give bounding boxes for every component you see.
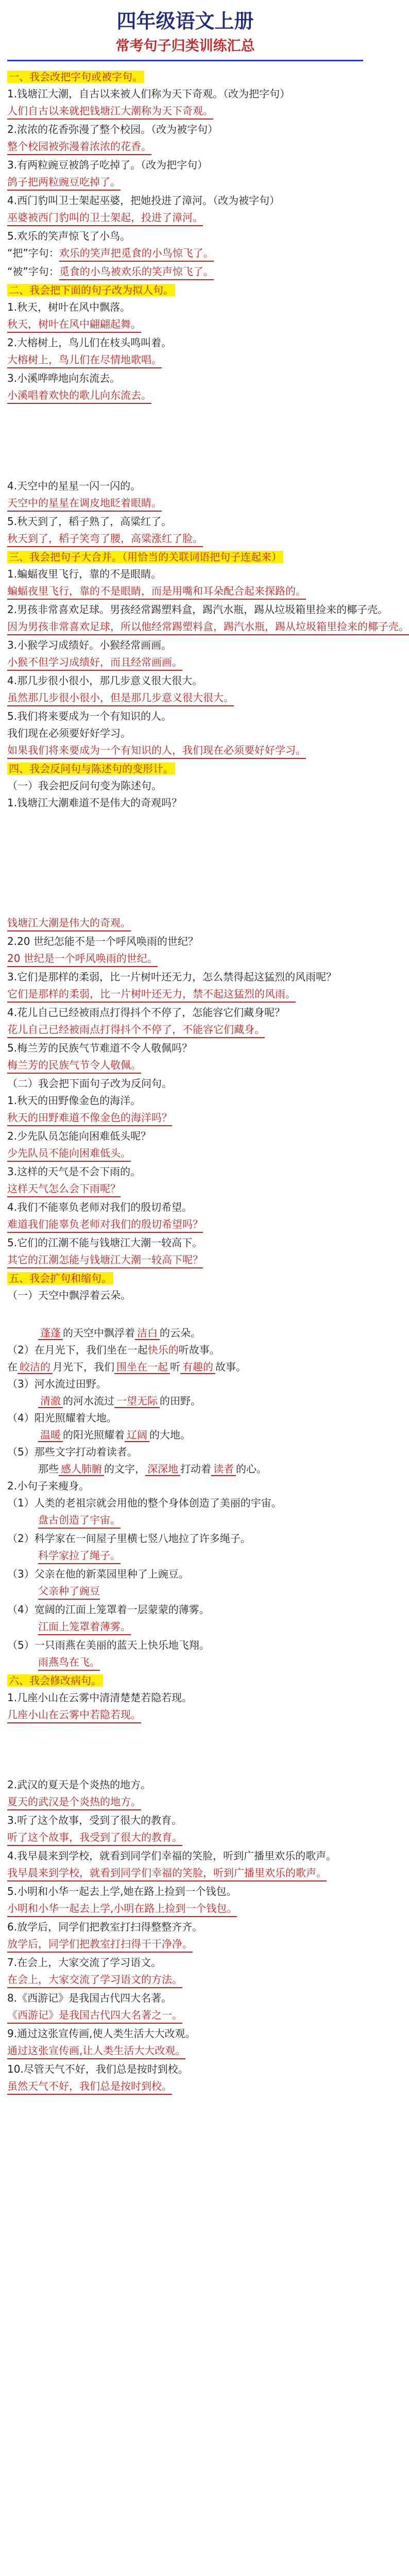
- subsection-label: 2.小句子来瘦身。: [7, 1480, 90, 1492]
- question: 4.天空中的星星一闪一闪的。: [7, 480, 141, 492]
- answer: 巫婆被西门豹叫的卫士架起，投进了漳河。: [7, 210, 203, 226]
- expanded-sentence: 蓬蓬 的天空中飘浮着 洁白 的云朵。: [7, 1325, 363, 1342]
- question: （5）一只雨燕在美丽的蓝天上快乐地飞翔。: [7, 1639, 210, 1651]
- answer: 盘古创造了宇宙。: [38, 1512, 121, 1529]
- question: 4.那几步很小很小，那几步意义很大很大。: [7, 674, 203, 687]
- answer: 小明和小华一起去上学,小明在路上捡到一个钱包。: [7, 1901, 237, 1917]
- question: 2.男孩非常喜欢足球。男孩经常踢塑料盒，踢汽水瓶，踢从垃圾箱里捡来的椰子壳。: [7, 603, 388, 616]
- answer: 这样天气怎么会下雨呢？: [7, 1181, 121, 1197]
- section-heading-1: 一、我会改把字句或被字句。: [7, 69, 363, 86]
- answer: 秋天到了，稻子笑弯了腰，高粱涨红了脸。: [7, 531, 203, 547]
- question: 2.少先队员怎能向困难低头呢？: [7, 1130, 151, 1142]
- question: 3.小溪哗哗地向东流去。: [7, 372, 121, 384]
- question: 1.秋天的田野像金色的海洋。: [7, 1094, 141, 1107]
- subsection-label: （一）天空中飘浮着云朵。: [7, 1289, 131, 1301]
- question: 3.有两粒豌豆被鸽子吃掉了。（改为把字句）: [7, 159, 208, 171]
- answer: 如果我们将来要成为一个有知识的人，我们现在必须要好好学习。: [7, 742, 306, 759]
- answer: 人们自古以来就把钱塘江大潮称为天下奇观。: [7, 103, 213, 120]
- question: 3.小猴学习成绩好。小猴经常画画。: [7, 639, 172, 651]
- expanded-sentence: 清澈 的河水流过 一望无际 的田野。: [7, 1393, 363, 1410]
- question: （1）人类的老祖宗就会用他的整个身体创造了美丽的宇宙。: [7, 1497, 282, 1509]
- label: “把”字句：: [7, 247, 59, 259]
- question: 1.秋天，树叶在风中飘落。: [7, 301, 131, 313]
- section-heading-4: 四、我会反问句与陈述句的变形计。: [7, 760, 363, 777]
- answer: 钱塘江大潮是伟大的奇观。: [7, 915, 131, 931]
- expanded-sentence: 那些 感人肺腑 的文字， 深深地 打动着 读者 的心。: [38, 1463, 267, 1475]
- answer: 虽然那几步很小很小，但是那几步意义很大很大。: [7, 690, 234, 706]
- answer: 天空中的星星在调皮地眨着眼睛。: [7, 495, 162, 512]
- title-divider: [7, 60, 363, 61]
- question: 5.欢乐的笑声惊飞了小鸟。: [7, 230, 131, 242]
- blank-space: [7, 811, 363, 914]
- answer: 觅食的小鸟被欢乐的笑声惊飞了。: [59, 264, 214, 280]
- answer: 我早晨来到学校，就看到同学们幸福的笑脸，听到广播里欢乐的歌声。: [7, 1865, 327, 1882]
- question: 2.武汉的夏天是个炎热的地方。: [7, 1778, 151, 1791]
- section-heading-5: 五、我会扩句和缩句。: [7, 1270, 363, 1287]
- answer: 鸽子把两粒豌豆吃掉了。: [7, 174, 121, 191]
- question: 9.通过这张宣传画,使人类生活大大改观。: [7, 2027, 196, 2040]
- answer: 通过这张宣传画,让人类生活大大改观。: [7, 2043, 185, 2059]
- question: 8.《西游记》是我国古代四大名著。: [7, 1992, 172, 2004]
- question: 1.钱塘江大潮，自古以来被人们称为天下奇观。（改为把字句）: [7, 88, 291, 100]
- prompt-sentence: （3）河水流过田野。: [7, 1378, 107, 1390]
- question: 4.我早晨来到学校，就看到同学们幸福的笑脸，听到广播里欢乐的歌声。: [7, 1850, 337, 1862]
- question: （2）科学家在一间屋子里横七竖八地拉了许多绳子。: [7, 1532, 251, 1545]
- answer: 蝙蝠夜里飞行，靠的不是眼睛，而是用嘴和耳朵配合起来探路的。: [7, 583, 306, 600]
- question: 我们现在必须要好好学习。: [7, 727, 131, 739]
- answer: 虽然天气不好，我们总是按时到校。: [7, 2078, 172, 2095]
- section-heading-3: 三、我会把句子大合并。（用恰当的关联词语把句子连起来）: [7, 549, 363, 566]
- answer: 其它的江潮怎能与钱塘江大潮一较高下呢？: [7, 1252, 203, 1268]
- question: 5.我们将来要成为一个有知识的人。: [7, 710, 172, 722]
- subsection-label: （二）我会把下面句子改为反问句。: [7, 1077, 172, 1090]
- answer: 在会上，大家交流了学习语文的方法。: [7, 1972, 182, 1988]
- answer: 江面上笼罩着薄雾。: [38, 1619, 131, 1635]
- question: 2.浓浓的花香弥漫了整个校园。（改为被字句）: [7, 123, 218, 135]
- prompt-sentence: （5）那些文字打动着读者。: [7, 1446, 138, 1458]
- question: 2.20 世纪怎能不是一个呼风唤雨的世纪？: [7, 935, 198, 947]
- question: （4）宽阔的江面上笼罩着一层蒙蒙的薄雾。: [7, 1603, 210, 1616]
- answer: 欢乐的笑声把觅食的小鸟惊飞了。: [59, 245, 214, 262]
- prompt-sentence: （2）在月光下，我们坐在一起快乐的听故事。: [7, 1344, 220, 1356]
- answer: 因为男孩非常喜欢足球，所以他经常踢塑料盒，踢汽水瓶，踢从垃圾箱里捡来的椰子壳。: [7, 619, 409, 635]
- question: 7.在会上，大家交流了学习语文。: [7, 1956, 162, 1969]
- answer: 小猴不但学习成绩好，而且经常画画。: [7, 654, 182, 671]
- answer: 雨燕鸟在飞。: [38, 1654, 100, 1671]
- answer: 父亲种了豌豆: [38, 1583, 100, 1600]
- answer: 整个校园被弥漫着浓浓的花香。: [7, 139, 151, 155]
- answer: 夏天的武汉是个炎热的地方。: [7, 1794, 141, 1810]
- answer: 秋天，树叶在风中翩翩起舞。: [7, 316, 141, 333]
- answer: 大榕树上，鸟儿们在尽情地歌唱。: [7, 352, 162, 368]
- label: “被”字句：: [7, 265, 59, 278]
- answer: 难道我们能辜负老师对我们的殷切希望吗？: [7, 1216, 203, 1233]
- blank-space: [7, 405, 363, 478]
- question: 5.秋天到了，稻子熟了，高粱红了。: [7, 515, 172, 528]
- section-heading-2: 二、我会把下面的句子改为拟人句。: [7, 282, 363, 299]
- answer: 少先队员不能向困难低头。: [7, 1145, 131, 1162]
- answer: 科学家拉了绳子。: [38, 1548, 121, 1564]
- answer: 放学后，同学们把教室打扫得干干净净。: [7, 1936, 193, 1953]
- subsection-label: （一）我会把反问句变为陈述句。: [7, 779, 162, 792]
- answer: 花儿自己已经被雨点打得抖个不停了，不能容它们藏身。: [7, 1022, 265, 1038]
- question: 2.大榕树上，鸟儿们在枝头鸣叫着。: [7, 336, 172, 349]
- question: 5.小明和小华一起去上学,她在路上捡到一个钱包。: [7, 1885, 237, 1897]
- section-heading-6: 六、我会修改病句。: [7, 1672, 363, 1689]
- answer: 小溪唱着欢快的歌儿向东流去。: [7, 387, 151, 404]
- question: 3.这样的天气是不会下雨的。: [7, 1165, 141, 1178]
- question: 3.听了这个故事，受到了很大的教育。: [7, 1814, 182, 1826]
- expanded-sentence: 温暖 的阳光照耀着 辽阔 的大地。: [7, 1427, 363, 1444]
- question: 6.放学后，同学们把教室打扫得整整齐齐。: [7, 1921, 203, 1933]
- question: 1.钱塘江大潮难道不是伟大的奇观吗？: [7, 796, 182, 809]
- answer: 20 世纪是一个呼风唤雨的世纪。: [7, 951, 158, 967]
- answer: 秋天的田野难道不像金色的海洋吗？: [7, 1110, 172, 1126]
- question: 5.梅兰芳的民族气节难道不令人敬佩吗？: [7, 1042, 193, 1054]
- answer: 几座小山在云雾中若隐若现。: [7, 1707, 141, 1723]
- question: 1.几座小山在云雾中清清楚楚若隐若现。: [7, 1691, 193, 1704]
- blank-space: [7, 1725, 363, 1776]
- question: 5.它们的江潮不能与钱塘江大潮一较高下。: [7, 1236, 203, 1249]
- question: 3.它们是那样的柔弱，比一片树叶还无力，怎么禁得起这猛烈的风雨呢？: [7, 971, 337, 983]
- answer: 梅兰芳的民族气节令人敬佩。: [7, 1057, 141, 1074]
- question: 1.蝙蝠夜里飞行，靠的不是眼睛。: [7, 568, 162, 580]
- answer: 听了这个故事，我受到了很大的教育。: [7, 1829, 182, 1846]
- prompt-sentence: （4）阳光照耀着大地。: [7, 1412, 117, 1424]
- answer: 它们是那样的柔弱，比一片树叶还无力，禁不起这猛烈的风雨。: [7, 986, 296, 1003]
- question: 4.我们不能辜负老师对我们的殷切希望。: [7, 1201, 193, 1213]
- question: 4.花儿自己已经被雨点打得抖个不停了，怎能容它们藏身呢？: [7, 1006, 285, 1019]
- blank-space: [7, 1304, 363, 1325]
- question: 10.尽管天气不好，我们总是按时到校。: [7, 2063, 189, 2075]
- answer: 《西游记》是我国古代四大名著之一。: [7, 2007, 182, 2024]
- page-title: 四年级语文上册: [116, 10, 254, 32]
- question: 4.西门豹叫卫士架起巫婆，把她投进了漳河。（改为被字句）: [7, 194, 280, 207]
- page-subtitle: 常考句子归类训练汇总: [115, 38, 255, 54]
- expanded-sentence: 在 皎洁的 月光下，我们 围坐在一起 听 有趣的 故事。: [7, 1361, 246, 1373]
- question: （3）父亲在他的新菜园里种了上豌豆。: [7, 1568, 189, 1580]
